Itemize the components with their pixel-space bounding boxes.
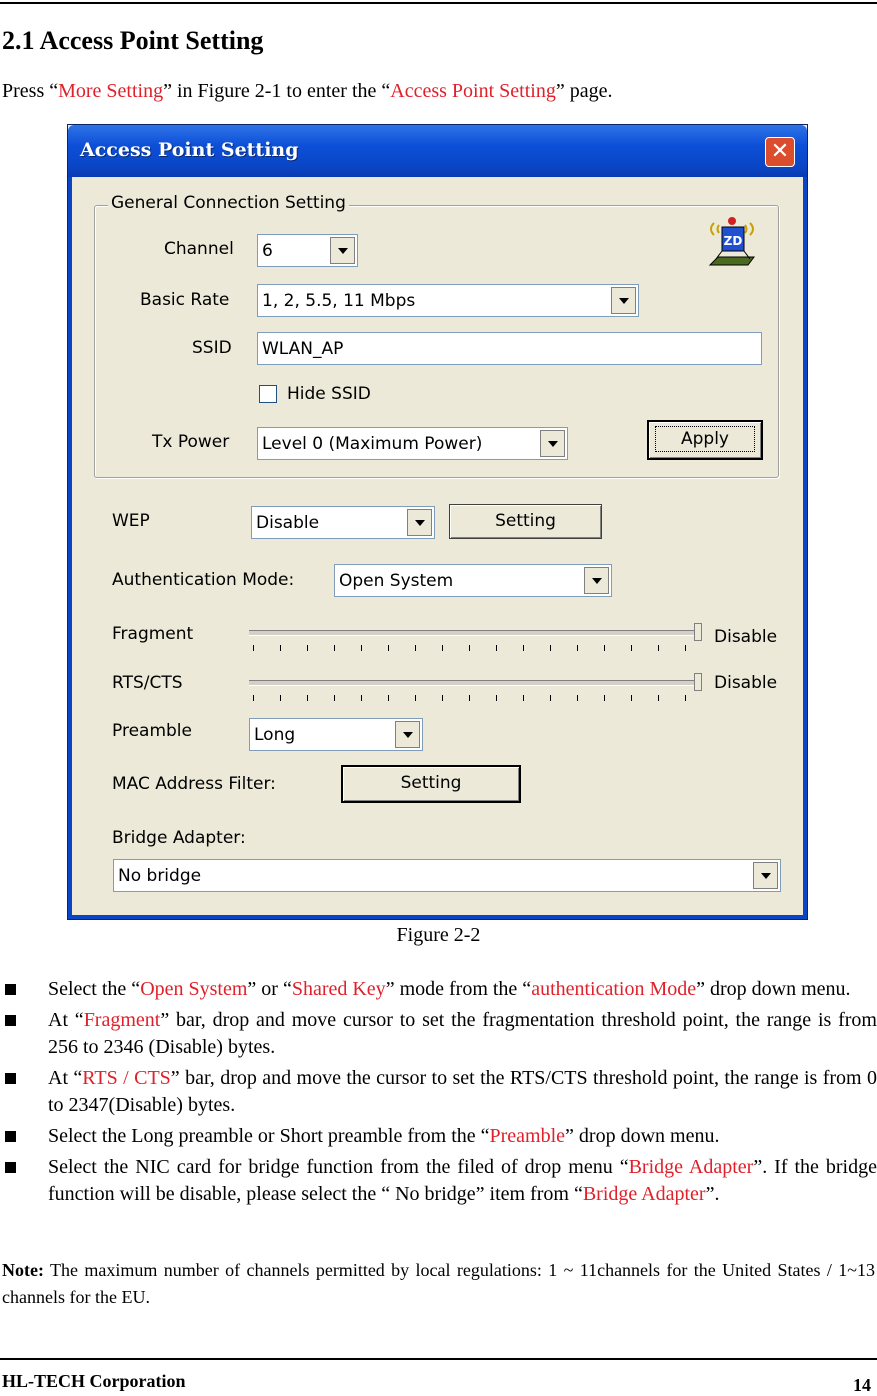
mac-filter-setting-button[interactable] (341, 765, 521, 803)
note-paragraph (2, 1257, 875, 1311)
bullet-square-icon (5, 984, 16, 995)
highlighted-term: Shared Key (291, 978, 386, 1000)
frame-left (68, 177, 72, 919)
bridge-adapter-label: Bridge Adapter: (112, 828, 246, 848)
apply-button[interactable] (647, 420, 763, 460)
frame-right (803, 177, 807, 919)
list-text: ” drop down menu. (696, 978, 851, 1000)
channel-value: 6 (262, 241, 273, 261)
highlighted-term: Preamble (489, 1125, 566, 1147)
list-text: ” bar, drop and move cursor to set the fragmentation threshold point, the range is from 256 to 2346 (Disable) bytes. (48, 1009, 877, 1058)
note-label: Note: (2, 1260, 44, 1280)
section-title: 2.1 Access Point Setting (2, 26, 264, 55)
bullet-square-icon (5, 1131, 16, 1142)
fragment-slider-track[interactable] (249, 630, 702, 636)
list-item (0, 976, 877, 1003)
list-text: ”. If the bridge function will be disable, please select the “ No bridge” item from “ (48, 1156, 877, 1205)
intro-paragraph (2, 80, 612, 103)
authentication-mode-label: Authentication Mode: (112, 570, 295, 590)
logo-text: ZD (723, 234, 743, 248)
preamble-value: Long (254, 725, 296, 745)
chevron-down-icon[interactable] (330, 237, 355, 264)
fragment-slider-ticks (253, 645, 693, 651)
figure-caption: Figure 2-2 (396, 924, 481, 946)
more-setting-ref: More Setting (58, 80, 164, 102)
rts-cts-slider-ticks (253, 695, 693, 701)
apply-label: Apply (655, 426, 755, 452)
list-item (0, 1123, 877, 1150)
basic-rate-value: 1, 2, 5.5, 11 Mbps (262, 291, 416, 311)
dialog-title: Access Point Setting (80, 139, 299, 161)
dialog-titlebar[interactable] (68, 125, 807, 177)
list-text: ” mode from the “ (385, 978, 532, 1000)
tx-power-value: Level 0 (Maximum Power) (262, 434, 483, 454)
intro-text-2: ” in Figure 2-1 to enter the “ (163, 80, 391, 102)
chevron-down-icon[interactable] (753, 862, 778, 889)
bullet-square-icon (5, 1015, 16, 1026)
list-text: Select the “ (48, 978, 141, 1000)
bullet-square-icon (5, 1073, 16, 1084)
instruction-list (0, 976, 877, 1212)
wep-value: Disable (256, 513, 320, 533)
highlighted-term: authentication Mode (531, 978, 697, 1000)
rts-cts-label: RTS/CTS (112, 673, 183, 693)
chevron-down-icon[interactable] (611, 287, 636, 314)
list-text: ” drop down menu. (565, 1125, 720, 1147)
intro-text-3: ” page. (555, 80, 613, 102)
frame-bottom (68, 915, 807, 919)
highlighted-term: RTS / CTS (82, 1067, 171, 1089)
mac-filter-setting-label: Setting (400, 773, 462, 793)
list-item (0, 1007, 877, 1061)
ssid-value: WLAN_AP (262, 339, 344, 359)
highlighted-term: Open System (140, 978, 248, 1000)
top-rule (0, 2, 877, 4)
ssid-label: SSID (192, 338, 232, 358)
fragment-status: Disable (714, 627, 778, 647)
chevron-down-icon[interactable] (395, 721, 420, 748)
list-item (0, 1065, 877, 1119)
highlighted-term: Bridge Adapter (582, 1183, 706, 1205)
list-text: Select the NIC card for bridge function from the filed of drop menu “ (48, 1156, 629, 1178)
preamble-select[interactable] (249, 718, 423, 751)
bridge-adapter-value: No bridge (118, 866, 202, 886)
mac-filter-label: MAC Address Filter: (112, 774, 276, 794)
hide-ssid-checkbox[interactable] (259, 385, 277, 403)
footer-company: HL-TECH Corporation (2, 1371, 186, 1391)
wep-setting-button[interactable] (449, 504, 602, 539)
chevron-down-icon[interactable] (584, 567, 609, 594)
list-text: Select the Long preamble or Short preamble from the “ (48, 1125, 490, 1147)
footer-rule (0, 1358, 877, 1360)
bullet-square-icon (5, 1162, 16, 1173)
tx-power-label: Tx Power (152, 432, 230, 452)
rts-cts-slider-thumb[interactable] (694, 673, 702, 691)
channel-label: Channel (164, 239, 234, 259)
fragment-slider-thumb[interactable] (694, 623, 702, 641)
basic-rate-label: Basic Rate (140, 290, 230, 310)
highlighted-term: Bridge Adapter (628, 1156, 754, 1178)
list-text: ” or “ (247, 978, 292, 1000)
close-button[interactable]: ✕ (765, 137, 795, 167)
authentication-mode-value: Open System (339, 571, 454, 591)
highlighted-term: Fragment (83, 1009, 161, 1031)
group-title: General Connection Setting (108, 193, 349, 213)
rts-cts-status: Disable (714, 673, 778, 693)
rts-cts-slider-track[interactable] (249, 680, 702, 686)
wep-select[interactable] (251, 506, 435, 539)
chevron-down-icon[interactable] (540, 430, 565, 457)
access-point-setting-ref: Access Point Setting (390, 80, 556, 102)
bridge-adapter-select[interactable] (113, 859, 781, 892)
intro-text-1: Press “ (2, 80, 59, 102)
wep-label: WEP (112, 511, 150, 531)
list-text: ”. (705, 1183, 720, 1205)
access-point-setting-dialog (67, 124, 808, 920)
ssid-input[interactable] (257, 332, 762, 365)
authentication-mode-select[interactable] (334, 564, 612, 597)
wep-setting-label: Setting (495, 511, 556, 531)
tx-power-select[interactable] (257, 427, 568, 460)
page-number: 14 (853, 1375, 871, 1395)
list-item (0, 1154, 877, 1208)
zd-logo-icon (704, 209, 760, 271)
note-text: The maximum number of channels permitted by local regulations: 1 ~ 11channels for the United States / 1~13 channels for the EU. (2, 1260, 875, 1307)
list-text: At “ (48, 1067, 83, 1089)
hide-ssid-label: Hide SSID (287, 384, 371, 404)
channel-select[interactable] (257, 234, 358, 267)
list-text: ” bar, drop and move the cursor to set the RTS/CTS threshold point, the range is from 0 to 2347(Disable) bytes. (48, 1067, 877, 1116)
preamble-label: Preamble (112, 721, 192, 741)
fragment-label: Fragment (112, 624, 194, 644)
list-text: At “ (48, 1009, 84, 1031)
basic-rate-select[interactable] (257, 284, 639, 317)
chevron-down-icon[interactable] (407, 509, 432, 536)
